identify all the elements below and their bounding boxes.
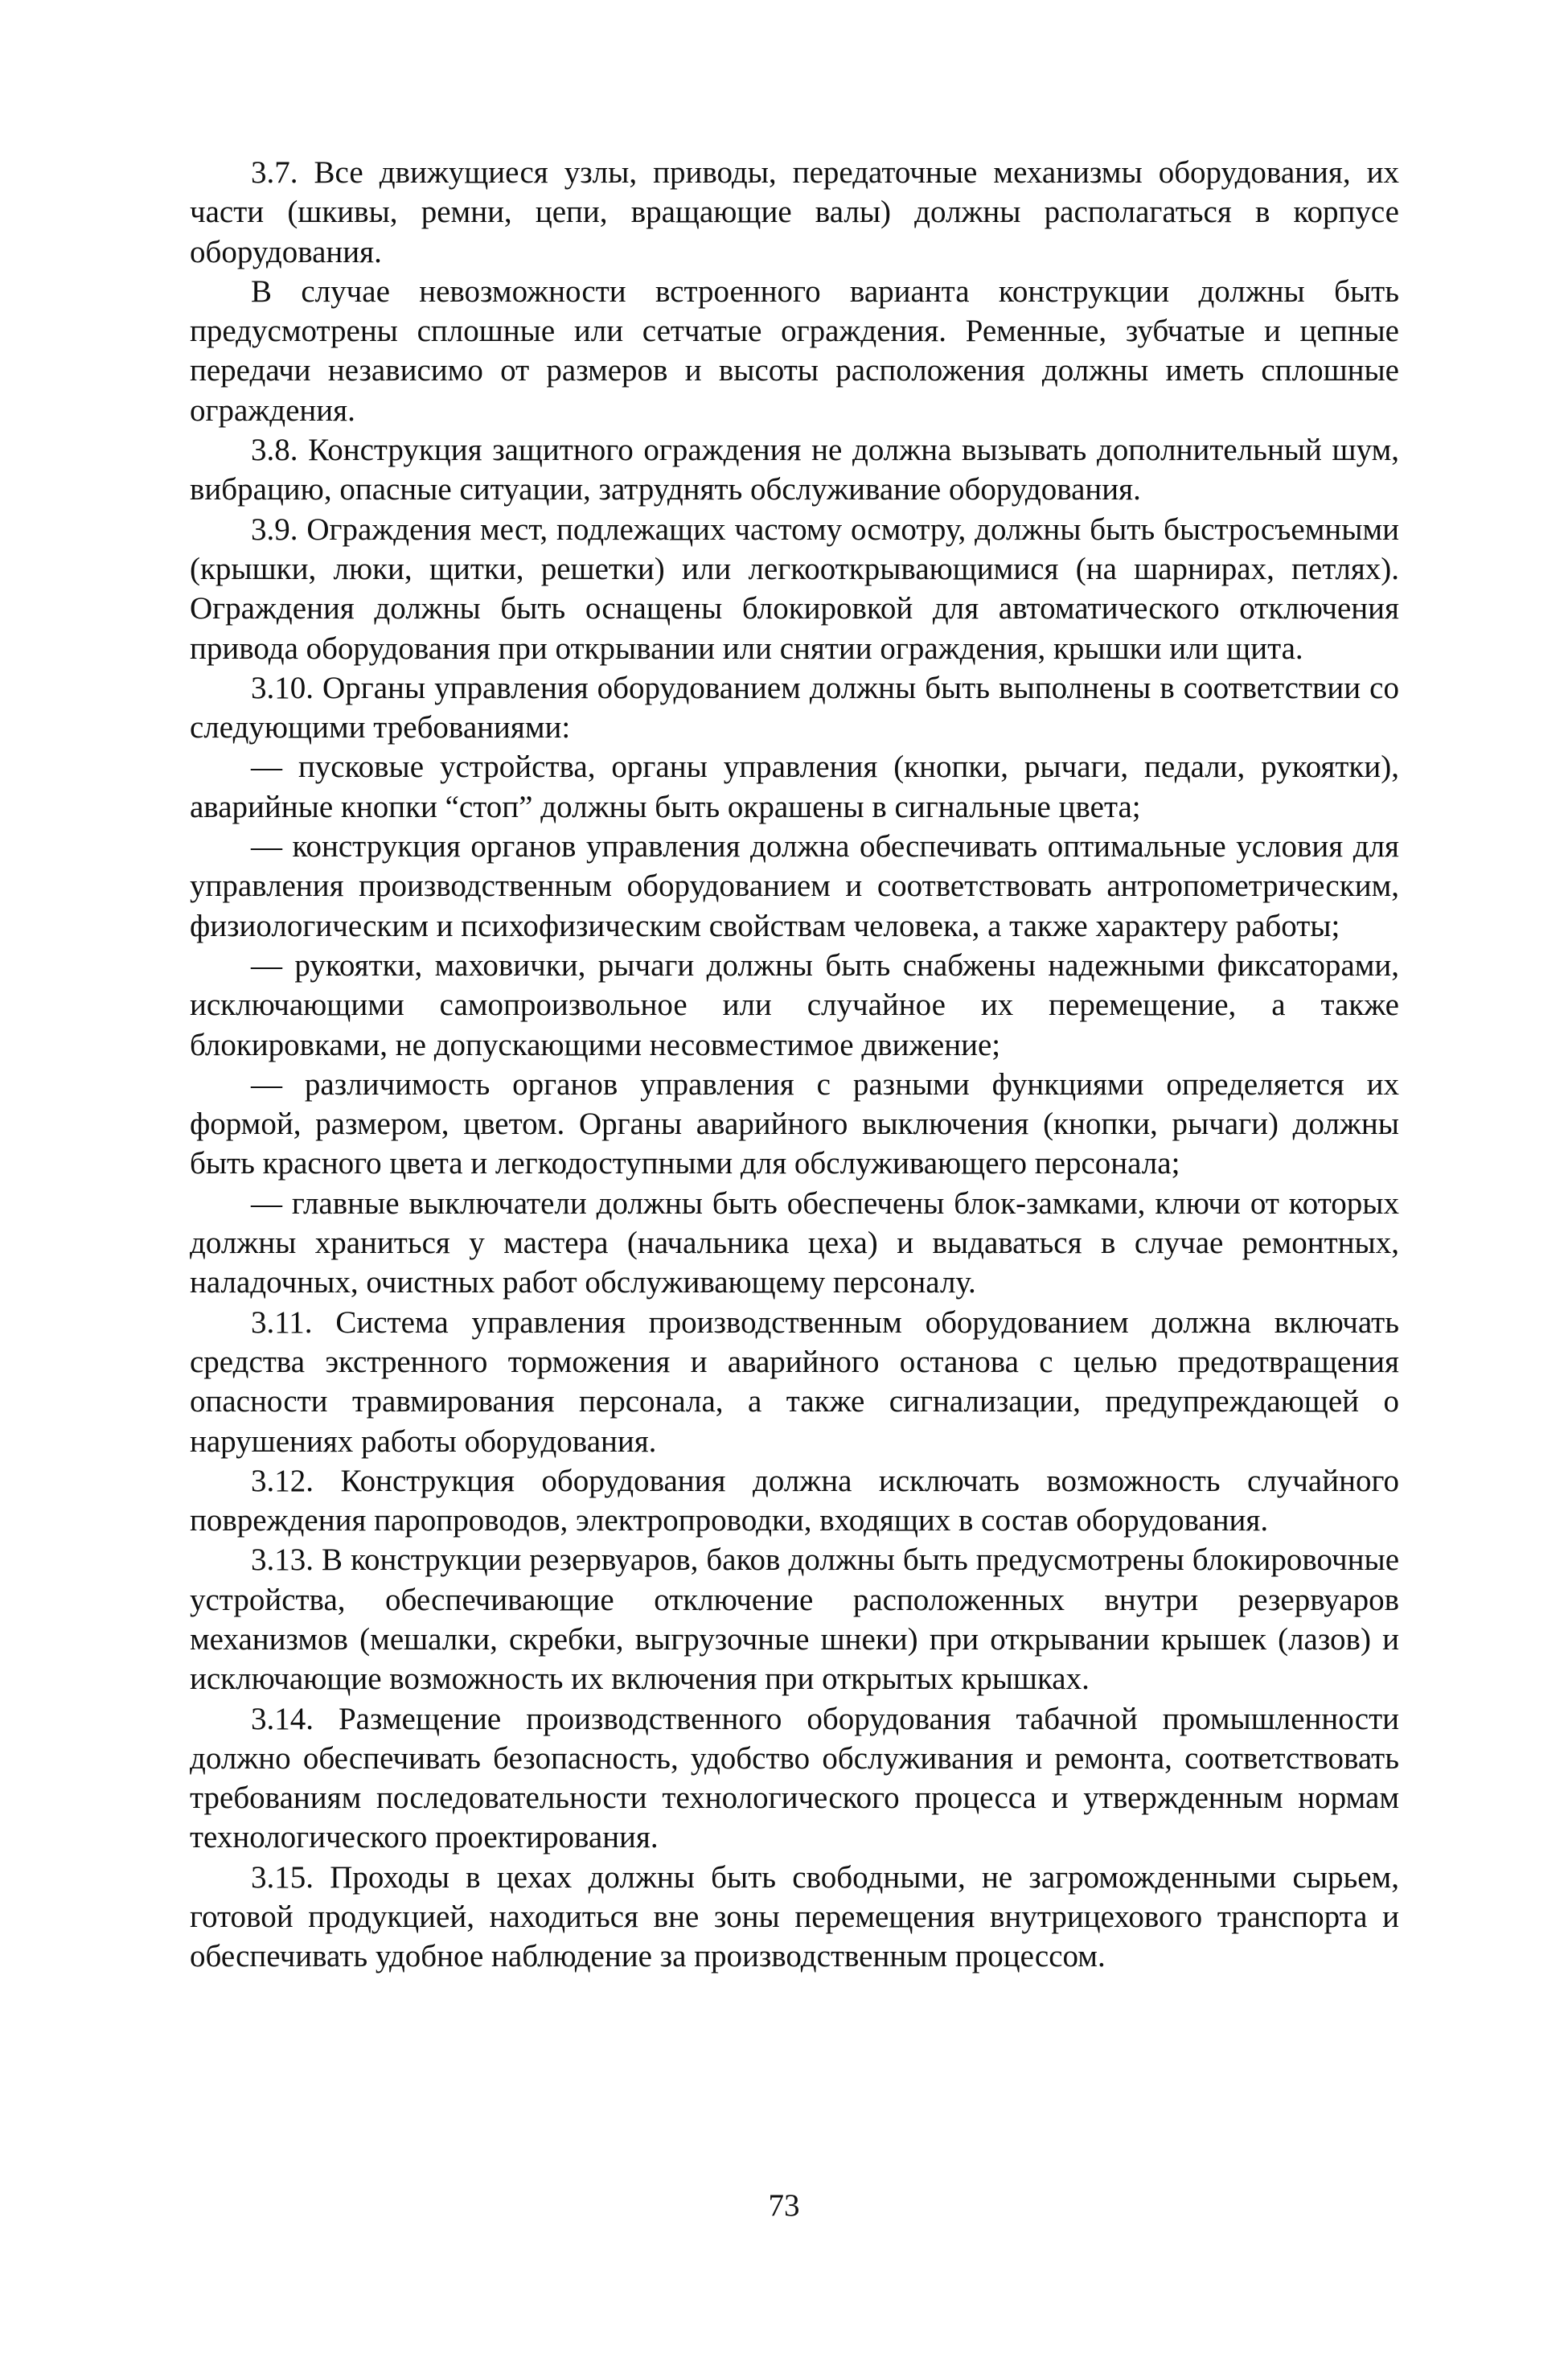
paragraph-3-7: 3.7. Все движущиеся узлы, приводы, передаточные механизмы оборудования, их части (шкивы, ремни, цепи, вращающие валы) должны располагаться в корпусе оборудования.: [190, 155, 1399, 269]
paragraph-3-15: 3.15. Проходы в цехах должны быть свободными, не загроможденными сырьем, готовой продукцией, находиться вне зоны перемещения внутрицехового транспорта и обеспечивать удобное наблюдение за производственным процессом.: [190, 1859, 1399, 1974]
paragraph-3-12: 3.12. Конструкция оборудования должна исключать возможность случайного повреждения паропроводов, электропроводки, входящих в состав оборудования.: [190, 1463, 1399, 1538]
list-item-controls-design: — конструкция органов управления должна обеспечивать оптимальные условия для управления производственным оборудованием и соответствовать антропометрическим, физиологическим и психофизическим свойствам человека, а также характеру работы;: [190, 829, 1399, 943]
paragraph-3-7-continued: В случае невозможности встроенного варианта конструкции должны быть предусмотрены сплошные или сетчатые ограждения. Ременные, зубчатые и цепные передачи независимо от размеров и высоты расположения должны иметь сплошные ограждения.: [190, 273, 1399, 428]
paragraph-3-11: 3.11. Система управления производственным оборудованием должна включать средства экстренного торможения и аварийного останова с целью предотвращения опасности травмирования персонала, а также сигнализации, предупреждающей о нарушениях работы оборудования.: [190, 1304, 1399, 1459]
page-body: [190, 153, 1399, 1977]
list-item-main-switches: — главные выключатели должны быть обеспечены блок-замками, ключи от которых должны храниться у мастера (начальника цеха) и выдаваться в случае ремонтных, наладочных, очистных работ обслуживающему персоналу.: [190, 1185, 1399, 1300]
paragraph-3-10: 3.10. Органы управления оборудованием должны быть выполнены в соответствии со следующими требованиями:: [190, 670, 1399, 745]
paragraph-3-14: 3.14. Размещение производственного оборудования табачной промышленности должно обеспечивать безопасность, удобство обслуживания и ремонта, соответствовать требованиям последовательности технологического процесса и утвержденным нормам технологического проектирования.: [190, 1701, 1399, 1855]
list-item-start-devices: — пусковые устройства, органы управления (кнопки, рычаги, педали, рукоятки), аварийные кнопки “стоп” должны быть окрашены в сигнальные цвета;: [190, 750, 1399, 824]
list-item-handles: — рукоятки, маховички, рычаги должны быть снабжены надежными фиксаторами, исключающими самопроизвольное или случайное их перемещение, а также блокировками, не допускающими несовместимое движение;: [190, 947, 1399, 1062]
paragraph-3-8: 3.8. Конструкция защитного ограждения не должна вызывать дополнительный шум, вибрацию, опасные ситуации, затруднять обслуживание оборудования.: [190, 433, 1399, 507]
paragraph-3-9: 3.9. Ограждения мест, подлежащих частому осмотру, должны быть быстросъемными (крышки, люки, щитки, решетки) или легкооткрывающимися (на шарнирах, петлях). Ограждения должны быть оснащены блокировкой для автоматического отключения привода оборудования при открывании или снятии ограждения, крышки или щита.: [190, 511, 1399, 666]
paragraph-3-13: 3.13. В конструкции резервуаров, баков должны быть предусмотрены блокировочные устройства, обеспечивающие отключение расположенных внутри резервуаров механизмов (мешалки, скребки, выгрузочные шнеки) при открывании крышек (лазов) и исключающие возможность их включения при открытых крышках.: [190, 1542, 1399, 1697]
page-number: 73: [768, 2188, 800, 2223]
list-item-distinguishability: — различимость органов управления с разными функциями определяется их формой, размером, цветом. Органы аварийного выключения (кнопки, рычаги) должны быть красного цвета и легкодоступными для обслуживающего персонала;: [190, 1066, 1399, 1181]
